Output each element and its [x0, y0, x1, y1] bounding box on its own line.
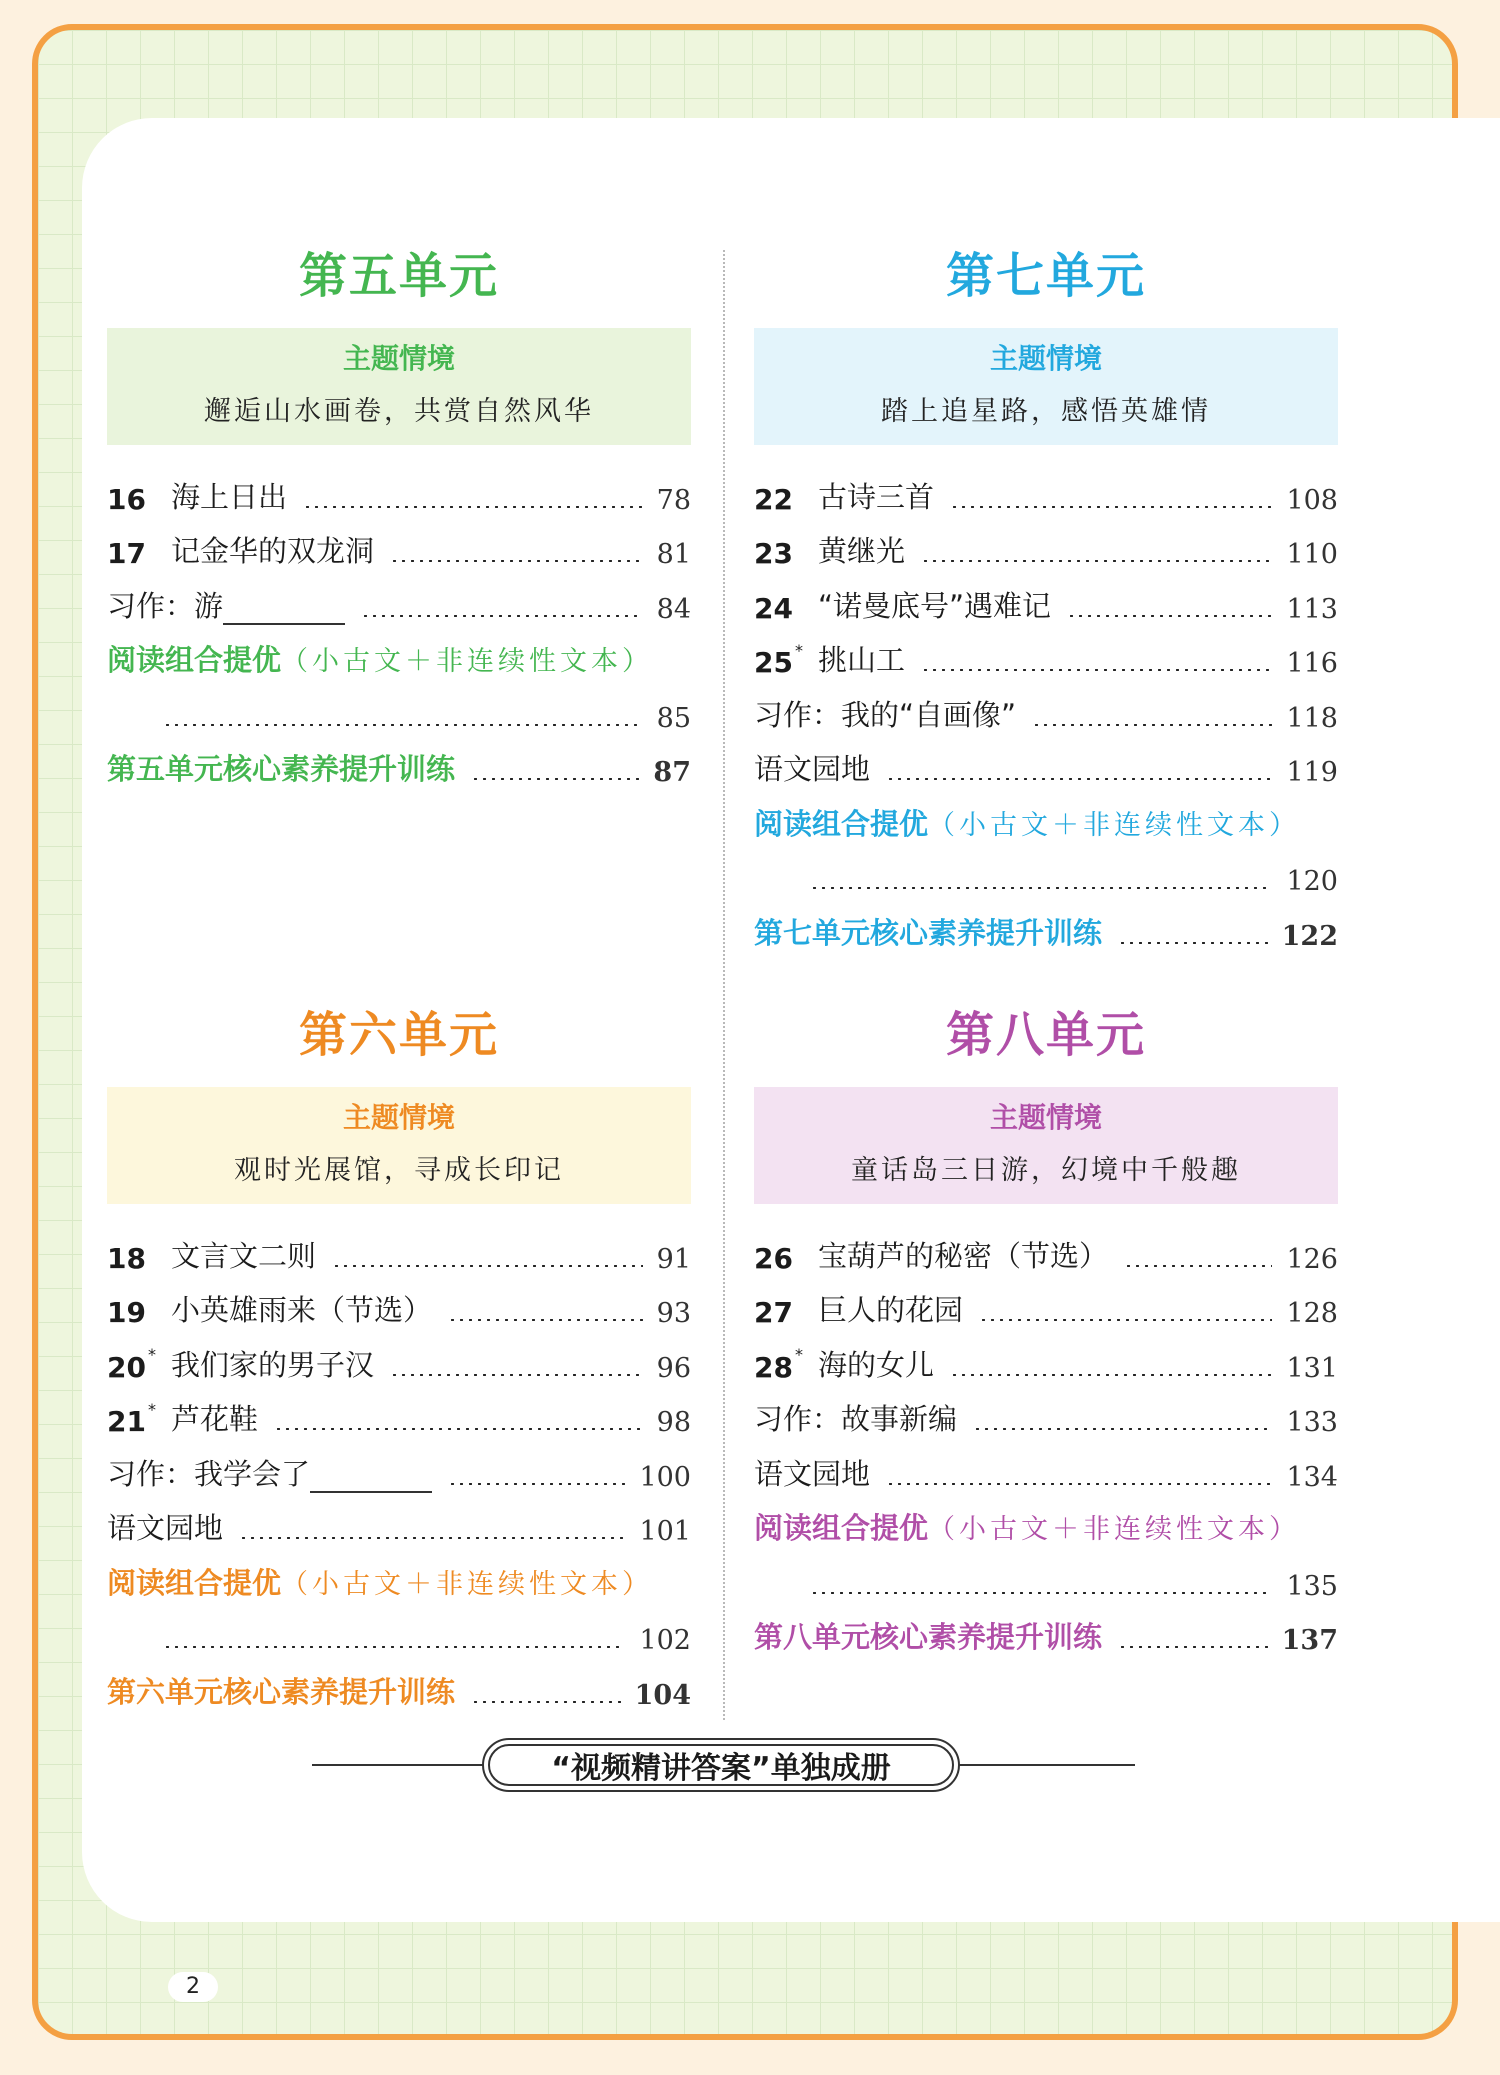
entry-title	[107, 1561, 653, 1602]
toc-entry[interactable]	[754, 516, 1338, 571]
dot-leader	[448, 1319, 643, 1321]
toc-entry[interactable]	[754, 734, 1338, 789]
page-ref: 91	[656, 1243, 691, 1275]
entry-title-text: 海的女儿	[818, 1347, 935, 1382]
dot-leader	[810, 887, 1272, 889]
entry-title-text: 第八单元核心素养提升训练	[754, 1620, 1103, 1654]
unit-7	[754, 238, 1338, 952]
toc-entry[interactable]	[107, 1602, 691, 1657]
lesson-number-text: 23	[754, 537, 793, 570]
entry-title-text: 记金华的双龙洞	[171, 534, 375, 568]
entry-title	[818, 1343, 934, 1384]
page-ref: 137	[1281, 1625, 1338, 1656]
entry-title-text: 阅读组合提优	[107, 643, 282, 677]
dot-leader	[886, 1483, 1272, 1485]
banner-rule-right	[955, 1764, 1135, 1766]
lesson-number-text: 27	[754, 1296, 793, 1329]
page-ref: 118	[1286, 702, 1338, 734]
entry-title	[818, 1234, 1108, 1275]
optional-star: *	[794, 640, 803, 660]
entry-title	[754, 1506, 1300, 1547]
entry-title	[818, 638, 905, 679]
toc-entry[interactable]	[754, 1493, 1338, 1548]
page-ref: 85	[656, 702, 691, 734]
entry-title-text: 阅读组合提优	[754, 1511, 929, 1545]
entry-title	[818, 584, 1051, 625]
theme-title: 主题情境	[342, 1101, 455, 1134]
dot-leader	[1118, 942, 1268, 944]
lesson-number	[107, 1345, 171, 1384]
lesson-number	[107, 537, 171, 570]
entry-title-text: 宝葫芦的秘密（节选）	[818, 1238, 1109, 1273]
entry-title	[754, 1615, 1102, 1656]
entry-title	[107, 1506, 223, 1547]
entry-title	[171, 1288, 432, 1329]
entry-title	[754, 1452, 870, 1493]
entry-title-text: 第五单元核心素养提升训练	[107, 752, 456, 786]
entry-title-text: 阅读组合提优	[754, 806, 929, 841]
theme-box	[107, 328, 691, 445]
toc-list	[107, 461, 691, 788]
dot-leader	[1118, 1646, 1268, 1648]
fill-in-blank	[223, 593, 345, 625]
entry-title-text: 黄继光	[818, 534, 906, 568]
page-ref: 98	[656, 1407, 691, 1438]
optional-star: *	[147, 1345, 156, 1365]
theme-title: 主题情境	[989, 1101, 1102, 1134]
lesson-number-text: 22	[754, 482, 793, 516]
toc-entry[interactable]	[754, 1329, 1338, 1384]
lesson-number-text: 17	[107, 537, 146, 570]
page-ref: 108	[1286, 484, 1338, 516]
lesson-number	[107, 1399, 171, 1438]
entry-title-text: 语文园地	[754, 752, 871, 786]
toc-entry[interactable]	[754, 461, 1338, 516]
toc-list	[754, 461, 1338, 952]
page-ref: 104	[634, 1679, 691, 1711]
dot-leader	[921, 669, 1272, 671]
entry-title	[107, 1452, 432, 1493]
entry-title	[107, 747, 455, 788]
page-ref: 126	[1286, 1243, 1338, 1275]
entry-title	[107, 584, 345, 625]
lesson-number-text: 28	[754, 1350, 793, 1384]
toc-entry[interactable]	[754, 843, 1338, 898]
entry-subtitle: （小古文＋非连续性文本）	[281, 1568, 654, 1600]
dot-leader	[163, 724, 643, 726]
page-ref: 81	[656, 539, 691, 570]
answer-booklet-banner	[482, 1738, 960, 1792]
toc-list	[107, 1220, 691, 1711]
lesson-number-text: 16	[107, 482, 146, 516]
entry-title	[171, 1397, 258, 1438]
entry-title-text: 阅读组合提优	[107, 1565, 282, 1600]
lesson-number	[107, 1296, 171, 1329]
entry-title-text: 第七单元核心素养提升训练	[754, 915, 1103, 950]
optional-star: *	[794, 1345, 803, 1365]
lesson-number-text: 18	[107, 1241, 146, 1275]
optional-star: *	[147, 1399, 156, 1419]
entry-title-text: 习作：我学会了	[107, 1456, 311, 1491]
dot-leader	[950, 506, 1272, 508]
toc-entry[interactable]	[754, 679, 1338, 734]
toc-entry[interactable]	[754, 1275, 1338, 1330]
page-ref: 131	[1286, 1352, 1338, 1384]
dot-leader	[1124, 1265, 1272, 1267]
banner-rule-left	[312, 1764, 488, 1766]
banner-text: “视频精讲答案”单独成册	[551, 1751, 891, 1786]
dot-leader	[239, 1537, 625, 1539]
page-number: 2	[168, 1972, 218, 2002]
unit-6	[107, 997, 691, 1711]
lesson-number-text: 25	[754, 646, 793, 679]
entry-title	[171, 475, 287, 516]
lesson-number	[754, 1296, 818, 1329]
dot-leader	[303, 506, 643, 508]
entry-title-text: 巨人的花园	[818, 1293, 964, 1327]
column-divider	[723, 250, 725, 1720]
dot-leader	[390, 560, 643, 562]
toc-entry[interactable]	[107, 1220, 691, 1275]
page-ref: 100	[639, 1461, 691, 1493]
dot-leader	[163, 1646, 625, 1648]
entry-title-text: 海上日出	[171, 479, 288, 514]
lesson-number	[754, 592, 818, 625]
theme-subtitle: 童话岛三日游，幻境中千般趣	[851, 1155, 1241, 1186]
entry-title-text: 语文园地	[107, 1511, 224, 1545]
lesson-number	[107, 1242, 171, 1275]
toc-list	[754, 1220, 1338, 1656]
page-ref: 116	[1286, 648, 1338, 679]
entry-title-text: 习作：故事新编	[754, 1402, 958, 1436]
entry-title-text: 我们家的男子汉	[171, 1347, 375, 1382]
entry-title	[818, 529, 905, 570]
page-ref: 113	[1286, 593, 1338, 625]
theme-box	[754, 328, 1338, 445]
dot-leader	[471, 1701, 621, 1703]
dot-leader	[950, 1374, 1272, 1376]
entry-title	[171, 529, 374, 570]
lesson-number	[754, 1242, 818, 1275]
entry-title	[754, 747, 870, 788]
entry-title	[818, 1288, 963, 1329]
entry-title-text: 习作：我的“自画像”	[754, 697, 1017, 732]
toc-entry[interactable]	[754, 1547, 1338, 1602]
unit-5	[107, 238, 691, 788]
entry-title-text: 第六单元核心素养提升训练	[107, 1674, 456, 1709]
dot-leader	[973, 1428, 1272, 1430]
dot-leader	[448, 1483, 625, 1485]
theme-subtitle: 邂逅山水画卷，共赏自然风华	[204, 396, 594, 427]
page-ref: 101	[639, 1516, 691, 1547]
page-ref: 84	[656, 593, 691, 625]
toc-entry[interactable]	[107, 461, 691, 516]
unit-title: 第七单元	[945, 248, 1146, 304]
entry-title-text: “诺曼底号”遇难记	[818, 588, 1052, 623]
dot-leader	[1067, 615, 1272, 617]
toc-entry[interactable]	[754, 1602, 1338, 1657]
lesson-number-text: 20	[107, 1350, 146, 1384]
page-ref: 119	[1286, 757, 1338, 788]
toc-entry[interactable]	[107, 570, 691, 625]
entry-title	[107, 1670, 455, 1711]
toc-entry[interactable]	[107, 1329, 691, 1384]
dot-leader	[921, 560, 1272, 562]
dot-leader	[810, 1592, 1272, 1594]
toc-entry[interactable]	[754, 570, 1338, 625]
page-ref: 120	[1286, 866, 1338, 897]
entry-title	[107, 638, 653, 679]
unit-title: 第五单元	[298, 248, 499, 304]
entry-title	[754, 911, 1102, 952]
toc-entry[interactable]	[107, 1493, 691, 1548]
entry-title-text: 小英雄雨来（节选）	[171, 1293, 433, 1327]
toc-entry[interactable]	[754, 1384, 1338, 1439]
lesson-number-text: 26	[754, 1241, 793, 1275]
lesson-number	[754, 640, 818, 679]
entry-title-text: 语文园地	[754, 1456, 871, 1491]
dot-leader	[361, 615, 643, 617]
entry-subtitle: （小古文＋非连续性文本）	[928, 1514, 1301, 1545]
entry-title	[754, 1397, 957, 1438]
theme-title: 主题情境	[989, 342, 1102, 375]
lesson-number	[107, 483, 171, 516]
page-ref: 93	[656, 1298, 691, 1329]
entry-title-text: 芦花鞋	[171, 1402, 259, 1436]
page-ref: 87	[653, 757, 691, 788]
fill-in-blank	[310, 1461, 432, 1493]
page-ref: 135	[1286, 1570, 1338, 1602]
entry-title-text: 挑山工	[818, 643, 906, 677]
entry-title	[171, 1343, 374, 1384]
toc-entry[interactable]	[107, 1656, 691, 1711]
unit-title: 第八单元	[945, 1007, 1146, 1063]
dot-leader	[979, 1319, 1272, 1321]
toc-entry[interactable]	[107, 1547, 691, 1602]
lesson-number	[754, 537, 818, 570]
dot-leader	[274, 1428, 643, 1430]
unit-title: 第六单元	[298, 1007, 499, 1063]
toc-entry[interactable]	[107, 734, 691, 789]
toc-entry[interactable]	[107, 625, 691, 680]
theme-box	[754, 1087, 1338, 1204]
toc-entry[interactable]	[107, 679, 691, 734]
toc-entry[interactable]	[754, 625, 1338, 680]
lesson-number	[754, 1345, 818, 1384]
toc-entry[interactable]	[107, 1384, 691, 1439]
toc-entry[interactable]	[107, 516, 691, 571]
toc-entry[interactable]	[754, 1438, 1338, 1493]
toc-entry[interactable]	[107, 1275, 691, 1330]
page-ref: 96	[656, 1352, 691, 1384]
dot-leader	[471, 778, 639, 780]
page-ref: 102	[639, 1625, 691, 1656]
page-ref: 110	[1286, 539, 1338, 570]
theme-subtitle: 观时光展馆，寻成长印记	[234, 1155, 564, 1186]
dot-leader	[886, 778, 1272, 780]
dot-leader	[1032, 724, 1272, 726]
entry-title	[171, 1234, 316, 1275]
dot-leader	[390, 1374, 643, 1376]
entry-title	[754, 802, 1300, 843]
theme-subtitle: 踏上追星路，感悟英雄情	[881, 396, 1211, 427]
unit-8	[754, 997, 1338, 1656]
lesson-number-text: 19	[107, 1296, 146, 1329]
entry-title-text: 古诗三首	[818, 479, 935, 514]
toc-entry[interactable]	[754, 788, 1338, 843]
page-ref: 122	[1281, 920, 1338, 952]
dot-leader	[332, 1265, 643, 1267]
page-ref: 78	[656, 484, 691, 516]
lesson-number-text: 21	[107, 1405, 146, 1438]
entry-title-text: 习作：游	[107, 588, 224, 623]
entry-title	[818, 475, 934, 516]
toc-entry[interactable]	[754, 897, 1338, 952]
theme-title: 主题情境	[342, 342, 455, 375]
toc-entry[interactable]	[107, 1438, 691, 1493]
page-ref: 128	[1286, 1298, 1338, 1329]
entry-title	[754, 693, 1016, 734]
page-ref: 134	[1286, 1461, 1338, 1493]
lesson-number	[754, 483, 818, 516]
page-ref: 133	[1286, 1407, 1338, 1438]
toc-entry[interactable]	[754, 1220, 1338, 1275]
theme-box	[107, 1087, 691, 1204]
lesson-number-text: 24	[754, 591, 793, 625]
entry-subtitle: （小古文＋非连续性文本）	[281, 646, 654, 677]
entry-subtitle: （小古文＋非连续性文本）	[928, 809, 1301, 841]
entry-title-text: 文言文二则	[171, 1238, 317, 1273]
